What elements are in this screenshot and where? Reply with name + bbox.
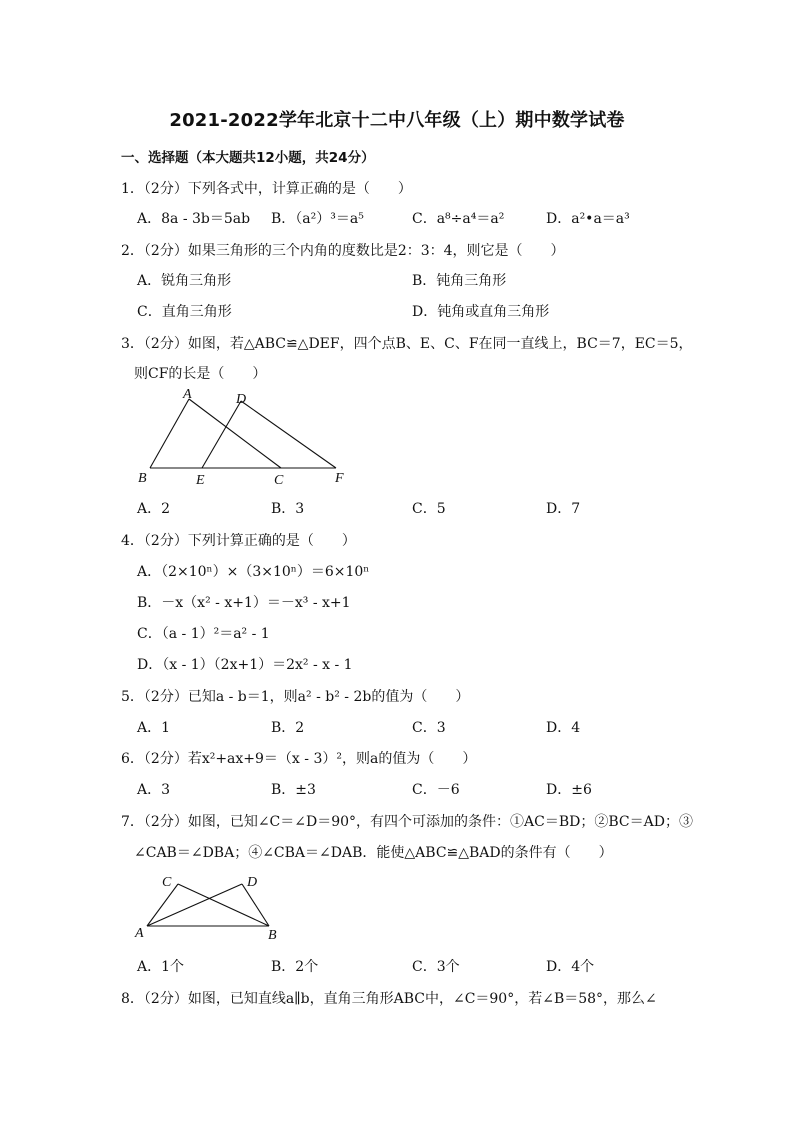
q7-option-d: D．4个 (546, 959, 595, 975)
q3-label-e: E (196, 473, 205, 486)
q6-stem: 6．（2分）若x²+ax+9＝（x - 3）²，则a的值为（ ） (121, 751, 477, 767)
q6-option-d: D．±6 (546, 782, 592, 798)
q6-option-a: A．3 (137, 782, 171, 798)
q1-option-d: D．a²•a＝a³ (546, 211, 630, 227)
q7-option-c: C．3个 (412, 959, 460, 975)
q6-option-b: B．±3 (271, 782, 316, 798)
q2-option-b: B．钝角三角形 (412, 273, 507, 289)
q3-option-b: B．3 (271, 501, 305, 517)
q3-label-b: B (138, 471, 147, 486)
q1-stem: 1．（2分）下列各式中，计算正确的是（ ） (121, 181, 412, 197)
q3-label-f: F (335, 471, 344, 486)
q4-option-d: D．（x - 1）（2x+1）＝2x² - x - 1 (137, 657, 353, 673)
q4-option-a: A．（2×10ⁿ）×（3×10ⁿ）＝6×10ⁿ (137, 564, 370, 580)
q7-label-a: A (135, 926, 144, 941)
q3-stem-line2: 则CF的长是（ ） (134, 366, 267, 382)
q5-stem: 5．（2分）已知a - b＝1，则a² - b² - 2b的值为（ ） (121, 689, 470, 705)
q8-stem: 8．（2分）如图，已知直线a∥b，直角三角形ABC中，∠C＝90°，若∠B＝58°，那么∠ (121, 991, 657, 1007)
q7-quadrilateral-figure (130, 866, 290, 946)
q3-option-c: C．5 (412, 501, 446, 517)
q7-label-c: C (162, 875, 172, 890)
q7-label-d: D (247, 875, 258, 890)
q3-label-d: D (236, 392, 247, 407)
q3-option-d: D．7 (546, 501, 581, 517)
q7-option-b: B．2个 (271, 959, 319, 975)
q7-stem-line2: ∠CAB＝∠DBA；④∠CBA＝∠DAB．能使△ABC≌△BAD的条件有（ ） (134, 845, 613, 861)
q2-option-d: D．钝角或直角三角形 (412, 304, 550, 320)
q2-option-c: C．直角三角形 (137, 304, 232, 320)
q4-option-b: B．－x（x² - x+1）＝－x³ - x+1 (137, 595, 351, 611)
q5-option-a: A．1 (137, 720, 171, 736)
q4-stem: 4．（2分）下列计算正确的是（ ） (121, 533, 356, 549)
section-heading: 一、选择题（本大题共12小题，共24分） (121, 150, 375, 166)
q7-option-a: A．1个 (137, 959, 185, 975)
q5-option-c: C．3 (412, 720, 446, 736)
q3-stem-line1: 3．（2分）如图，若△ABC≌△DEF，四个点B、E、C、F在同一直线上，BC＝7，EC＝5， (121, 336, 693, 352)
q2-option-a: A．锐角三角形 (137, 273, 232, 289)
q1-option-a: A．8a - 3b＝5ab (137, 211, 251, 227)
q5-option-b: B．2 (271, 720, 305, 736)
q6-option-c: C．－6 (412, 782, 460, 798)
q1-option-b: B．（a²）³＝a⁵ (271, 211, 364, 227)
q2-stem: 2．（2分）如果三角形的三个内角的度数比是2：3：4，则它是（ ） (121, 243, 565, 259)
q7-label-b: B (268, 928, 277, 943)
q3-label-a: A (183, 387, 192, 402)
q3-option-a: A．2 (137, 501, 171, 517)
q5-option-d: D．4 (546, 720, 581, 736)
q4-option-c: C．（a - 1）²＝a² - 1 (137, 626, 270, 642)
q3-triangle-figure (130, 386, 360, 486)
q7-stem-line1: 7．（2分）如图，已知∠C＝∠D＝90°，有四个可添加的条件：①AC＝BD；②BC＝AD；③ (121, 814, 693, 830)
q1-option-c: C．a⁸÷a⁴＝a² (412, 211, 505, 227)
page-title: 2021-2022学年北京十二中八年级（上）期中数学试卷 (169, 110, 625, 131)
q3-label-c: C (274, 473, 284, 486)
